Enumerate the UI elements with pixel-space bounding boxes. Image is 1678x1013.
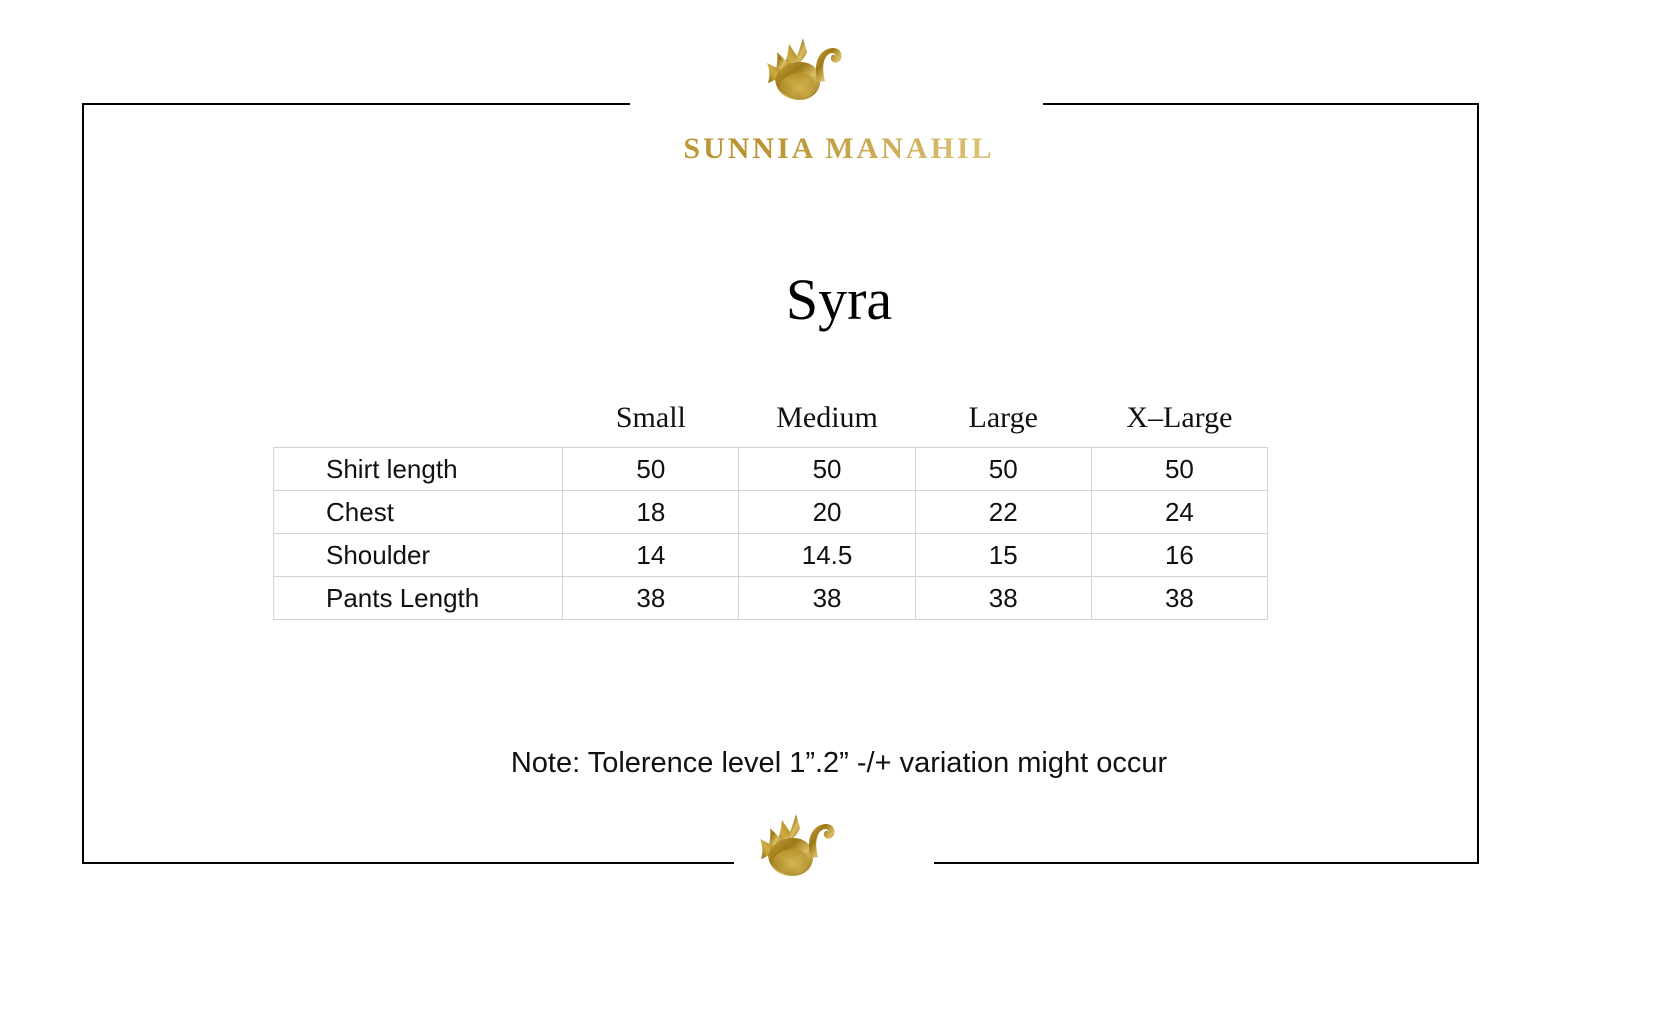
table-row (274, 491, 1268, 534)
tolerance-note: Note: Tolerence level 1”.2” -/+ variation might occur (510, 747, 1168, 779)
table-row (274, 534, 1268, 577)
cell-shirt-length-xlarge: 50 (1091, 448, 1267, 491)
cell-pants-length-xlarge: 38 (1091, 577, 1267, 620)
table-body (274, 448, 1268, 620)
swan-logo-icon (745, 32, 855, 110)
column-header-xlarge: X–Large (1126, 401, 1233, 434)
page-title: Syra (785, 267, 893, 332)
row-label-shoulder: Shoulder (274, 534, 563, 577)
swan-logo-icon-footer (738, 808, 848, 886)
table-header (274, 385, 1268, 448)
frame-border-top-left (82, 103, 630, 105)
row-label-chest: Chest (274, 491, 563, 534)
size-chart-table (273, 385, 1268, 620)
table-corner-header (274, 385, 563, 448)
cell-shoulder-small: 14 (563, 534, 739, 577)
cell-shirt-length-large: 50 (915, 448, 1091, 491)
cell-shirt-length-medium: 50 (739, 448, 915, 491)
column-header-large: Large (968, 401, 1038, 434)
cell-chest-large: 22 (915, 491, 1091, 534)
table-row (274, 577, 1268, 620)
column-header-small: Small (615, 401, 686, 434)
cell-pants-length-small: 38 (563, 577, 739, 620)
row-label-shirt-length: Shirt length (274, 448, 563, 491)
cell-pants-length-large: 38 (915, 577, 1091, 620)
table-header-row (274, 385, 1268, 448)
brand-wordmark: SUNNIA MANAHIL (0, 132, 1678, 166)
cell-shoulder-xlarge: 16 (1091, 534, 1267, 577)
cell-shirt-length-small: 50 (563, 448, 739, 491)
frame-border-bottom-left (82, 862, 734, 864)
frame-border-bottom-right (934, 862, 1479, 864)
cell-pants-length-medium: 38 (739, 577, 915, 620)
frame-border-top-right (1043, 103, 1479, 105)
table-row (274, 448, 1268, 491)
column-header-medium: Medium (776, 401, 878, 434)
row-label-pants-length: Pants Length (274, 577, 563, 620)
cell-chest-small: 18 (563, 491, 739, 534)
cell-chest-medium: 20 (739, 491, 915, 534)
cell-shoulder-medium: 14.5 (739, 534, 915, 577)
cell-chest-xlarge: 24 (1091, 491, 1267, 534)
cell-shoulder-large: 15 (915, 534, 1091, 577)
